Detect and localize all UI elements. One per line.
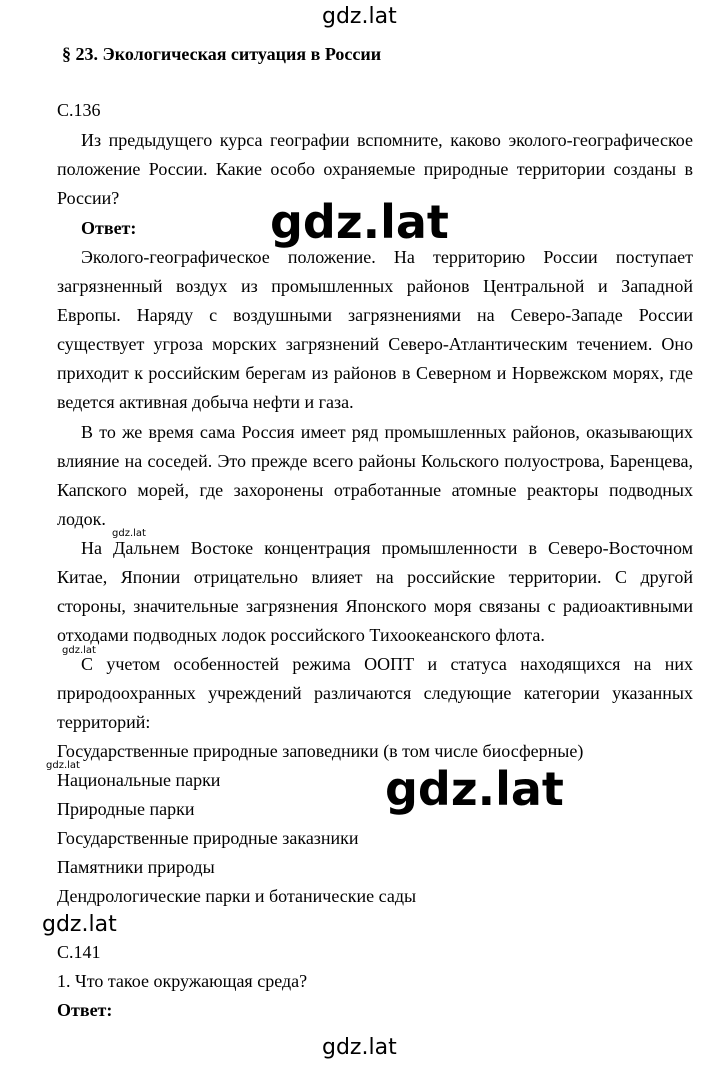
question-2: 1. Что такое окружающая среда?	[57, 971, 308, 991]
answer-label-2: Ответ:	[57, 1000, 113, 1020]
list-item: Государственные природные заповедники (в том числе биосферные)	[57, 741, 584, 761]
watermark-large-1: gdz.lat	[270, 195, 449, 249]
protected-area-categories	[57, 737, 583, 911]
watermark-bottom: gdz.lat	[322, 1035, 397, 1060]
list-item: Государственные природные заказники	[57, 828, 359, 848]
question-paragraph: Из предыдущего курса географии вспомните, каково эколого-географическое положение России. Какие особо охраняемые природные территории созданы в России?	[57, 130, 693, 208]
answer-paragraph-4: С учетом особенностей режима ООПТ и статуса находящихся на них природоохранных учреждений различаются следующие категории указанных территорий:	[57, 654, 693, 732]
list-item: Дендрологические парки и ботанические сады	[57, 886, 417, 906]
page-reference-141: С.141	[57, 942, 101, 962]
list-item: Национальные парки	[57, 770, 221, 790]
answer-paragraph-2: В то же время сама Россия имеет ряд промышленных районов, оказывающих влияние на соседей. Это прежде всего районы Кольского полуострова, Баренцева, Капского морей, где захоронены отработанные атомные реакторы подводных лодок.	[57, 422, 693, 529]
section-title: § 23. Экологическая ситуация в России	[62, 44, 382, 64]
answer-label: Ответ:	[81, 218, 137, 238]
watermark-medium: gdz.lat	[42, 912, 117, 937]
watermark-top: gdz.lat	[322, 4, 397, 29]
answer-paragraph-1: Эколого-географическое положение. На территорию России поступает загрязненный воздух из промышленных районов Центральной и Западной Европы. Наряду с воздушными загрязнениями на Северо-Западе России существует угроза морских загрязнений Северо-Атлантическим течением. Оно приходит к российским берегам из районов в Северном и Норвежском морях, где ведется активная добыча нефти и газа.	[57, 247, 693, 412]
watermark-large-2: gdz.lat	[385, 762, 564, 816]
watermark-tiny-3: gdz.lat	[46, 760, 80, 771]
answer-paragraph-3: На Дальнем Востоке концентрация промышленности в Северо-Восточном Китае, Японии отрицательно влияет на российские территории. С другой стороны, значительные загрязнения Японского моря связаны с радиоактивными отходами подводных лодок российского Тихоокеанского флота.	[57, 538, 693, 645]
list-item: Природные парки	[57, 799, 195, 819]
watermark-tiny-1: gdz.lat	[112, 528, 146, 539]
watermark-tiny-2: gdz.lat	[62, 645, 96, 656]
page-reference-136: С.136	[57, 100, 101, 120]
list-item: Памятники природы	[57, 857, 215, 877]
